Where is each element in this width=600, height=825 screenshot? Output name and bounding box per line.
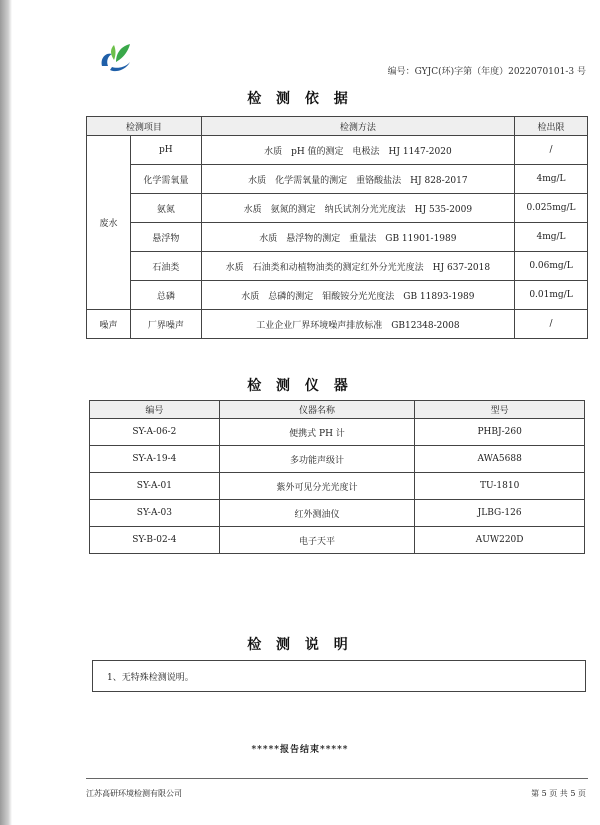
basis-limit: / bbox=[515, 310, 588, 339]
instrument-model: AWA5688 bbox=[415, 446, 585, 473]
basis-item: 石油类 bbox=[130, 252, 201, 281]
footer-company: 江苏高研环境检测有限公司 bbox=[86, 789, 182, 798]
table-row bbox=[90, 419, 585, 446]
basis-limit: 4mg/L bbox=[515, 223, 588, 252]
report-end-mark: *****报告结束***** bbox=[251, 745, 349, 755]
table-row bbox=[87, 136, 588, 165]
basis-item: pH bbox=[130, 136, 201, 165]
basis-limit: / bbox=[515, 136, 588, 165]
instrument-id: SY-A-06-2 bbox=[90, 419, 220, 446]
table-row bbox=[90, 473, 585, 500]
table-row bbox=[87, 281, 588, 310]
instruments-header-name: 仪器名称 bbox=[219, 401, 415, 419]
table-row bbox=[87, 252, 588, 281]
table-row bbox=[90, 527, 585, 554]
basis-method: 工业企业厂界环境噪声排放标准 GB12348-2008 bbox=[201, 310, 514, 339]
notes-section-title: 检 测 说 明 bbox=[247, 637, 353, 653]
instrument-id: SY-B-02-4 bbox=[90, 527, 220, 554]
instrument-model: AUW220D bbox=[415, 527, 585, 554]
instrument-model: PHBJ-260 bbox=[415, 419, 585, 446]
report-number: 编号：GYJC(环)字第（年度）2022070101-3 号 bbox=[387, 67, 586, 77]
basis-table bbox=[86, 116, 588, 339]
basis-section-title: 检 测 依 据 bbox=[247, 91, 353, 107]
table-row bbox=[90, 446, 585, 473]
instruments-header-row bbox=[90, 401, 585, 419]
basis-header-limit: 检出限 bbox=[515, 117, 588, 136]
instrument-id: SY-A-01 bbox=[90, 473, 220, 500]
instrument-name: 红外测油仪 bbox=[219, 500, 415, 527]
instruments-section-title: 检 测 仪 器 bbox=[247, 378, 353, 394]
basis-method: 水质 石油类和动植物油类的测定红外分光光度法 HJ 637-2018 bbox=[201, 252, 514, 281]
instrument-name: 多功能声级计 bbox=[219, 446, 415, 473]
basis-header-method: 检测方法 bbox=[201, 117, 514, 136]
instruments-table bbox=[89, 400, 585, 554]
basis-method: 水质 pH 值的测定 电极法 HJ 1147-2020 bbox=[201, 136, 514, 165]
basis-limit: 0.06mg/L bbox=[515, 252, 588, 281]
instrument-id: SY-A-19-4 bbox=[90, 446, 220, 473]
instrument-id: SY-A-03 bbox=[90, 500, 220, 527]
basis-item: 化学需氧量 bbox=[130, 165, 201, 194]
table-row bbox=[87, 194, 588, 223]
basis-item: 悬浮物 bbox=[130, 223, 201, 252]
basis-item: 总磷 bbox=[130, 281, 201, 310]
footer-page-number: 第 5 页 共 5 页 bbox=[531, 789, 586, 798]
basis-method: 水质 化学需氧量的测定 重铬酸盐法 HJ 828-2017 bbox=[201, 165, 514, 194]
basis-header-item: 检测项目 bbox=[87, 117, 202, 136]
instrument-name: 电子天平 bbox=[219, 527, 415, 554]
basis-limit: 4mg/L bbox=[515, 165, 588, 194]
footer-divider bbox=[86, 778, 588, 779]
basis-limit: 0.01mg/L bbox=[515, 281, 588, 310]
table-row bbox=[90, 500, 585, 527]
scan-edge-shadow bbox=[0, 0, 12, 825]
instruments-header-model: 型号 bbox=[415, 401, 585, 419]
basis-method: 水质 悬浮物的测定 重量法 GB 11901-1989 bbox=[201, 223, 514, 252]
company-logo-icon bbox=[96, 40, 136, 76]
instruments-header-id: 编号 bbox=[90, 401, 220, 419]
table-row bbox=[87, 223, 588, 252]
basis-method: 水质 总磷的测定 钼酸铵分光光度法 GB 11893-1989 bbox=[201, 281, 514, 310]
instrument-name: 紫外可见分光光度计 bbox=[219, 473, 415, 500]
basis-item: 厂界噪声 bbox=[130, 310, 201, 339]
notes-box bbox=[92, 660, 586, 692]
basis-category-wastewater: 废水 bbox=[87, 136, 131, 310]
table-row bbox=[87, 165, 588, 194]
basis-header-row bbox=[87, 117, 588, 136]
basis-method: 水质 氨氮的测定 纳氏试剂分光光度法 HJ 535-2009 bbox=[201, 194, 514, 223]
instrument-name: 便携式 PH 计 bbox=[219, 419, 415, 446]
instrument-model: JLBG-126 bbox=[415, 500, 585, 527]
basis-limit: 0.025mg/L bbox=[515, 194, 588, 223]
basis-item: 氨氮 bbox=[130, 194, 201, 223]
instrument-model: TU-1810 bbox=[415, 473, 585, 500]
notes-text: 1、无特殊检测说明。 bbox=[107, 672, 194, 683]
table-row bbox=[87, 310, 588, 339]
basis-category-noise: 噪声 bbox=[87, 310, 131, 339]
